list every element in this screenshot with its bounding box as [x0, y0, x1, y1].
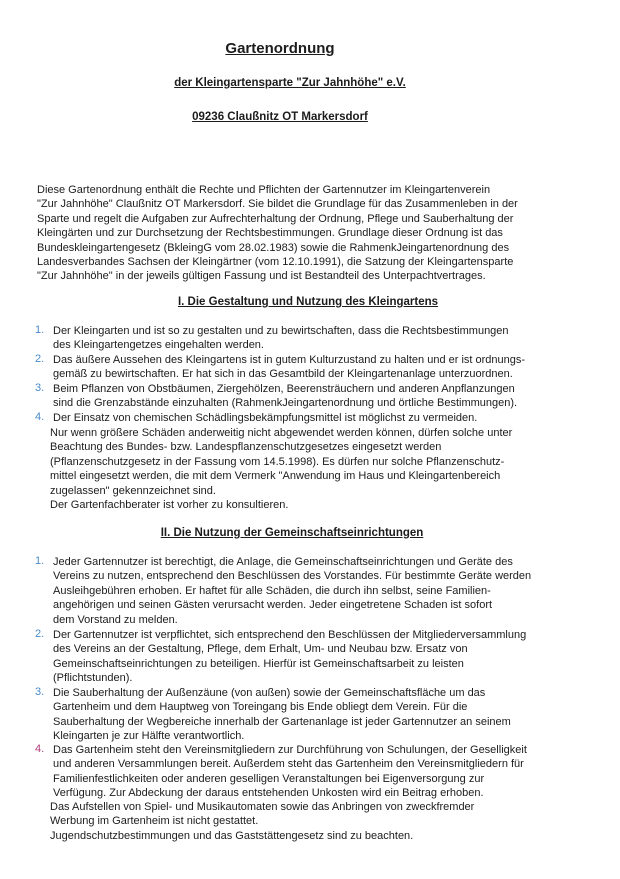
list-number: 4. [35, 743, 45, 755]
list-item: Der Gartennutzer ist verpflichtet, sich entsprechend den Beschlüssen der Mitgliederversammlung des Vereins an der Gestaltung, Pflege, dem Erhalt, Um- und Neubau bzw. Ersatz von Gemeinschaftseinrichtungen zu beteiligen. Hierfür ist Gemeinschaftsarbeit zu leisten (Pflichtstunden). [53, 629, 527, 685]
list-item: Der Einsatz von chemischen Schädlingsbekämpfungsmittel ist möglichst zu vermeiden. [53, 412, 478, 424]
list-number: 3. [35, 382, 45, 394]
list-item: Die Sauberhaltung der Außenzäune (von außen) sowie der Gemeinschaftsfläche um das Gartenheim und dem Hauptweg von Toreingang bis Ende obliegt dem Verein. Für die Sauberhaltung der Wegbereiche innerhalb der Gartenanlage ist jeder Gartennutzer an seinem Kleingarten je zur Hälfte verantwortlich. [53, 687, 511, 743]
section-1-continuation: Nur wenn größere Schäden anderweitig nicht abgewendet werden können, dürfen solche unter Beachtung des Bundes- bzw. Landespflanzenschutzgesetzes eingesetzt werden (Pflanzenschutzgesetz in der Fassung vom 14.5.1998). Es dürfen nur solche Pflanzenschutz- mittel eingesetzt werden, die mit dem Vermerk "Anwendung im Haus und Kleingartenbereich zugelassen" gekennzeichnet sind. Der Gartenfachberater ist vorher zu konsultieren. [50, 427, 513, 512]
list-item: Jeder Gartennutzer ist berechtigt, die Anlage, die Gemeinschaftseinrichtungen und Geräte des Vereins zu nutzen, entsprechend den Beschlüssen des Vorstandes. Für bestimmte Geräte werden Ausleihgebühren erhoben. Er haftet für alle Schäden, die durch ihn selbst, seine Familien- angehörigen und seinen Gästen verursacht werden. Jeder eingetretene Schaden ist sofort dem Vorstand zu melden. [53, 556, 532, 626]
list-number: 4. [35, 411, 45, 423]
section-1-heading: I. Die Gestaltung und Nutzung des Kleingartens [177, 296, 439, 308]
list-item: Der Kleingarten und ist so zu gestalten und zu bewirtschaften, dass die Rechtsbestimmungen des Kleingartengetzes eingehalten werden. [53, 325, 509, 352]
list-number: 2. [35, 628, 45, 640]
section-2-continuation: Das Aufstellen von Spiel- und Musikautomaten sowie das Anbringen von zweckfremder Werbung im Gartenheim ist nicht gestattet. Jugendschutzbestimmungen und das Gaststättengesetz sind zu beachten. [50, 801, 475, 842]
list-number: 1. [35, 324, 45, 336]
association-name: der Kleingartensparte "Zur Jahnhöhe" e.V. [174, 77, 406, 89]
list-number: 1. [35, 555, 45, 567]
list-number: 3. [35, 686, 45, 698]
list-item: Das äußere Aussehen des Kleingartens ist in gutem Kulturzustand zu halten und er ist ordnungs- gemäß zu bewirtschaften. Er hat sich in das Gesamtbild der Kleingartenanlage unterzuordnen. [53, 354, 526, 381]
section-2-heading: II. Die Nutzung der Gemeinschaftseinrichtungen [160, 527, 424, 539]
intro-paragraph: Diese Gartenordnung enthält die Rechte und Pflichten der Gartennutzer im Kleingartenverein "Zur Jahnhöhe" Claußnitz OT Markersdorf. Sie bildet die Grundlage für das Zusammenleben in der Sparte und regelt die Aufgaben zur Aufrechterhaltung der Ordnung, Pflege und Sauberhaltung der Kleingärten und zur Durchsetzung der Rechtsbestimmungen. Grundlage dieser Ordnung ist das Bundeskleingartengesetz (BkleingG vom 28.02.1983) sowie die RahmenkJeingartenordnung des Landesverbandes Sachsen der Kleingärtner (vom 12.10.1991), die Satzung der Kleingartensparte "Zur Jahnhöhe" in der jeweils gültigen Fassung und ist Bestandteil des Unterpachtvertrages. [37, 184, 518, 283]
page-title: Gartenordnung [225, 40, 335, 57]
list-item: Beim Pflanzen von Obstbäumen, Ziergehölzen, Beerensträuchern und anderen Anpflanzungen sind die Grenzabstände einzuhalten (RahmenkJeingartenordnung und örtliche Bestimmungen). [53, 383, 518, 410]
list-number: 2. [35, 353, 45, 365]
association-address: 09236 Claußnitz OT Markersdorf [192, 111, 368, 123]
list-item: Das Gartenheim steht den Vereinsmitgliedern zur Durchführung von Schulungen, der Geselligkeit und anderen Versammlungen bereit. Außerdem steht das Gartenheim den Vereinsmitgliedern für Familienfestlichkeiten oder anderen geselligen Veranstaltungen bei Eigenversorgung zur Verfügung. Zur Abdeckung der daraus entstehenden Unkosten wird ein Beitrag erhoben. [53, 744, 527, 800]
